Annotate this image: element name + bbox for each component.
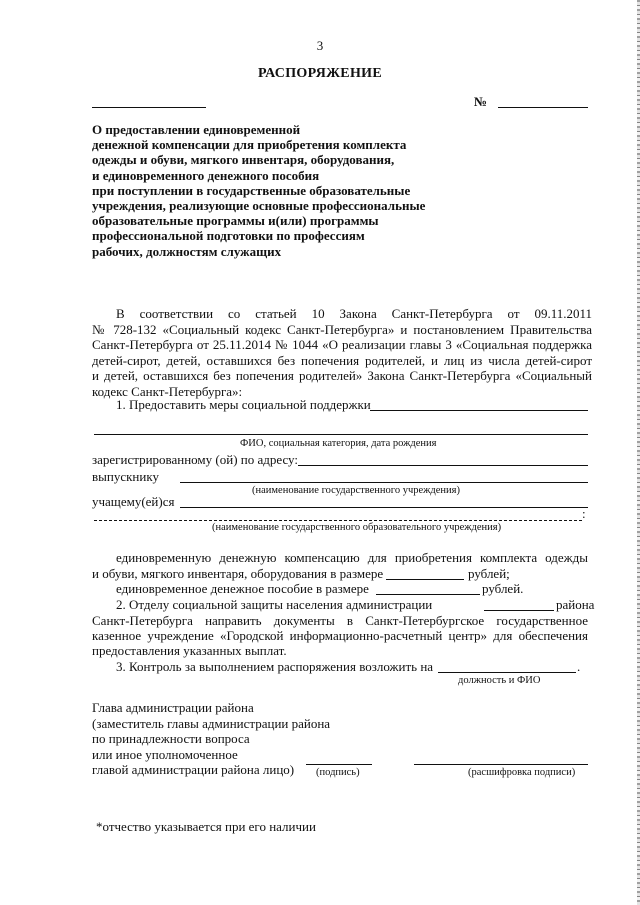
item-3-period: .: [577, 659, 581, 674]
graduate-label: выпускнику: [92, 469, 159, 484]
position-caption: должность и ФИО: [458, 675, 541, 686]
subject-block: [92, 122, 472, 259]
number-label: №: [474, 94, 488, 109]
fio-blank-line[interactable]: [94, 434, 588, 435]
allowance-line: единовременное денежное пособие в размере: [116, 581, 369, 596]
item-2-line: предоставления указанных выплат.: [92, 643, 287, 658]
allowance-amount-blank[interactable]: [376, 594, 480, 595]
preamble-line: № 728-132 «Социальный кодекс Санкт-Петербурга» и постановлением Правительства: [92, 321, 592, 337]
preamble-line: и детей, оставшихся без попечения родителей» Закона Санкт-Петербурга «Социальный: [92, 368, 592, 384]
rubles-label: рублей.: [482, 581, 524, 596]
subject-line: и единовременного денежного пособия: [92, 167, 320, 183]
responsible-blank-line[interactable]: [438, 672, 576, 673]
signature-line: Глава администрации района: [92, 700, 254, 715]
subject-line: О предоставлении единовременной: [92, 122, 301, 137]
date-blank-line[interactable]: [92, 107, 206, 108]
rubles-label: рублей;: [468, 566, 510, 581]
signature-line: главой администрации района лицо): [92, 762, 295, 778]
signature-decoding-blank[interactable]: [414, 764, 588, 765]
preamble-line: Санкт-Петербурга от 25.11.2014 № 1044 «О реализации главы 3 «Социальная поддержка: [92, 337, 592, 353]
student-blank-line[interactable]: [180, 507, 588, 508]
compensation-line: и обуви, мягкого инвентаря, оборудования в размере: [92, 566, 384, 581]
subject-line: при поступлении в государственные образовательные: [92, 182, 411, 198]
fio-caption: ФИО, социальная категория, дата рождения: [240, 438, 437, 449]
item-2-line: Санкт-Петербурга направить документы в Санкт-Петербургское государственное: [92, 613, 588, 628]
student-label: учащему(ей)ся: [92, 494, 175, 509]
preamble-line: В соответствии со статьей 10 Закона Санкт-Петербурга от 09.11.2011: [116, 306, 592, 321]
compensation-line: единовременную денежную компенсацию для приобретения комплекта одежды: [116, 550, 588, 565]
subject-line: рабочих, должностям служащих: [92, 243, 282, 259]
student-blank-line-2[interactable]: [94, 520, 582, 521]
edu-institution-caption: (наименование государственного образовательного учреждения): [212, 522, 502, 533]
number-blank-line[interactable]: [498, 107, 588, 108]
graduate-blank-line[interactable]: [180, 482, 588, 483]
document-title: РАСПОРЯЖЕНИЕ: [258, 66, 382, 81]
decoding-caption: (расшифровка подписи): [468, 767, 576, 778]
page-number: 3: [316, 38, 324, 53]
item-1-text: 1. Предоставить меры социальной поддержки: [116, 397, 371, 412]
signature-line: или иное уполномоченное: [92, 746, 238, 762]
preamble-line: детей-сирот, детей, оставшихся без попечения родителей, и лиц из числа детей-сирот: [92, 352, 592, 368]
subject-line: профессиональной подготовки по профессиям: [92, 228, 365, 244]
footnote: *отчество указывается при его наличии: [96, 819, 316, 834]
support-measures-blank[interactable]: [370, 410, 588, 411]
student-line-colon: :: [582, 506, 586, 521]
item-3-text: 3. Контроль за выполнением распоряжения возложить на: [116, 659, 434, 674]
signature-line: (заместитель главы администрации района: [92, 715, 331, 731]
signature-line: по принадлежности вопроса: [92, 731, 250, 747]
subject-line: одежды и обуви, мягкого инвентаря, оборудования,: [92, 152, 395, 168]
preamble-line: кодекс Санкт-Петербурга»:: [92, 383, 243, 399]
address-blank-line[interactable]: [298, 465, 588, 466]
item-2-line: казенное учреждение «Городской информационно-расчетный центр» для обеспечения: [92, 628, 588, 643]
district-blank-line[interactable]: [484, 610, 554, 611]
preamble-paragraph: [92, 306, 592, 400]
registered-address-label: зарегистрированному (ой) по адресу:: [92, 452, 299, 467]
subject-line: денежной компенсации для приобретения комплекта: [92, 137, 407, 153]
compensation-amount-blank[interactable]: [386, 579, 464, 580]
institution-caption: (наименование государственного учреждения): [252, 485, 460, 496]
signature-block: [92, 700, 352, 778]
subject-line: учреждения, реализующие основные профессиональные: [92, 198, 426, 214]
item-2-text: 2. Отделу социальной защиты населения администрации: [116, 597, 433, 612]
signature-blank-line[interactable]: [306, 764, 372, 765]
signature-caption: (подпись): [316, 767, 360, 778]
subject-line: образовательные программы и(или) программы: [92, 213, 379, 229]
district-label: района: [556, 597, 595, 612]
